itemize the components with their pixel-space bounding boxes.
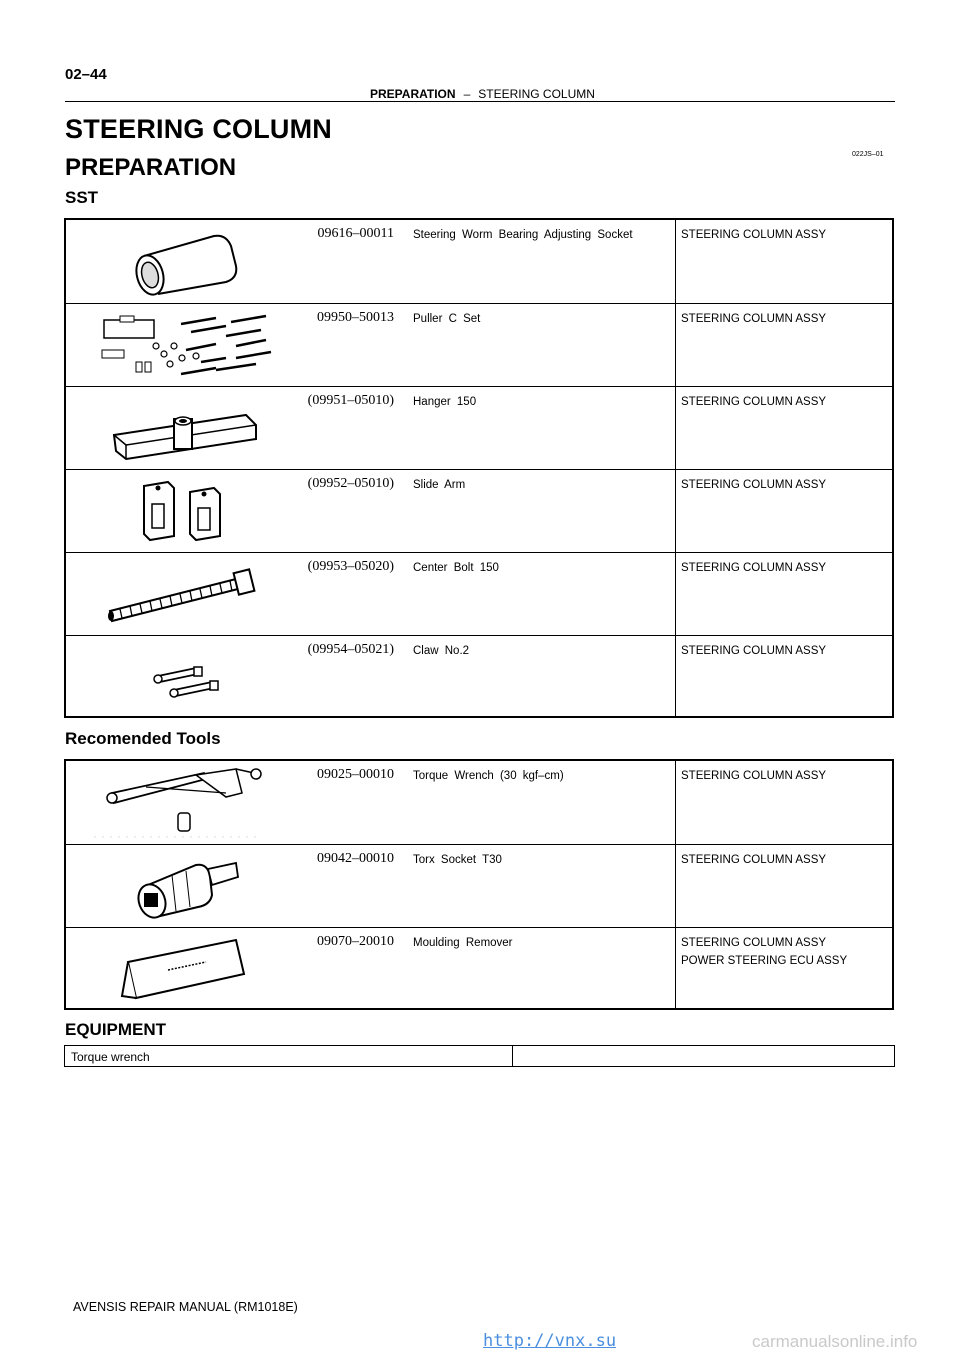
tool-name: Center Bolt 150	[413, 562, 499, 574]
page-number: 02–44	[65, 66, 107, 83]
document-code: 022JS–01	[852, 151, 884, 158]
applies-item: STEERING COLUMN ASSY	[681, 313, 827, 325]
recommended-table	[64, 759, 894, 1010]
applies-to	[681, 310, 826, 328]
table-row	[66, 927, 892, 1008]
column-divider	[675, 553, 676, 635]
socket-icon	[86, 222, 306, 300]
page-subtitle: PREPARATION	[65, 154, 237, 181]
equipment-heading: EQUIPMENT	[65, 1020, 167, 1039]
applies-item: STEERING COLUMN ASSY	[681, 937, 827, 949]
tool-name: Slide Arm	[413, 479, 466, 491]
running-header	[370, 87, 595, 101]
column-divider	[675, 761, 676, 844]
applies-item: POWER STEERING ECU ASSY	[681, 955, 848, 967]
column-divider	[675, 845, 676, 927]
applies-item: STEERING COLUMN ASSY	[681, 854, 827, 866]
applies-to	[681, 559, 826, 577]
applies-to	[681, 226, 826, 244]
part-number: 09042–00010	[317, 851, 394, 866]
header-rule	[65, 101, 895, 102]
slide-arm-icon	[86, 472, 306, 550]
tool-name: Torque Wrench (30 kgf–cm)	[413, 770, 564, 782]
applies-item: STEERING COLUMN ASSY	[681, 479, 827, 491]
applies-item: STEERING COLUMN ASSY	[681, 396, 827, 408]
tool-name: Steering Worm Bearing Adjusting Socket	[413, 229, 633, 241]
column-divider	[512, 1046, 513, 1066]
table-row	[66, 469, 892, 552]
applies-item: STEERING COLUMN ASSY	[681, 770, 827, 782]
column-divider	[675, 470, 676, 552]
part-number: 09616–00011	[317, 226, 394, 241]
table-row	[66, 303, 892, 386]
table-row	[66, 386, 892, 469]
watermark-link[interactable]: http://vnx.su	[483, 1331, 617, 1351]
tool-name: Moulding Remover	[413, 937, 513, 949]
part-number: 09950–50013	[317, 310, 394, 325]
table-row	[66, 220, 892, 303]
table-row	[66, 761, 892, 844]
table-row	[66, 844, 892, 927]
sst-table	[64, 218, 894, 718]
watermark-site: carmanualsonline.info	[752, 1332, 918, 1351]
equipment-table	[64, 1045, 895, 1067]
part-number: 09070–20010	[317, 934, 394, 949]
hanger-icon	[86, 389, 306, 467]
applies-to	[681, 851, 826, 869]
tool-name: Claw No.2	[413, 645, 470, 657]
column-divider	[675, 928, 676, 1008]
tool-name: Puller C Set	[413, 313, 481, 325]
column-divider	[675, 304, 676, 386]
claw-icon	[86, 638, 306, 716]
moulding-remover-icon	[86, 930, 306, 1008]
column-divider	[675, 220, 676, 303]
table-row	[66, 552, 892, 635]
applies-item: STEERING COLUMN ASSY	[681, 562, 827, 574]
column-divider	[675, 636, 676, 716]
header-separator: –	[463, 87, 471, 101]
part-number: (09953–05020)	[307, 559, 394, 574]
applies-to	[681, 767, 826, 785]
tool-name: Torx Socket T30	[413, 854, 502, 866]
recommended-heading: Recomended Tools	[65, 729, 221, 748]
torx-socket-icon	[86, 847, 306, 925]
applies-item: STEERING COLUMN ASSY	[681, 645, 827, 657]
puller-set-icon	[86, 306, 306, 384]
applies-to	[681, 934, 847, 970]
sst-heading: SST	[65, 188, 99, 207]
page-title: STEERING COLUMN	[65, 114, 333, 144]
footer: AVENSIS REPAIR MANUAL (RM1018E)	[73, 1300, 298, 1314]
header-section: PREPARATION	[370, 87, 456, 101]
applies-to	[681, 642, 826, 660]
applies-item: STEERING COLUMN ASSY	[681, 229, 827, 241]
equipment-item: Torque wrench	[71, 1050, 150, 1064]
column-divider	[675, 387, 676, 469]
torque-wrench-icon	[86, 763, 306, 841]
center-bolt-icon	[86, 555, 306, 633]
header-subject: STEERING COLUMN	[478, 87, 595, 101]
table-row	[66, 635, 892, 716]
part-number: (09952–05010)	[307, 476, 394, 491]
part-number: (09954–05021)	[307, 642, 394, 657]
applies-to	[681, 393, 826, 411]
applies-to	[681, 476, 826, 494]
part-number: 09025–00010	[317, 767, 394, 782]
part-number: (09951–05010)	[307, 393, 394, 408]
tool-name: Hanger 150	[413, 396, 477, 408]
